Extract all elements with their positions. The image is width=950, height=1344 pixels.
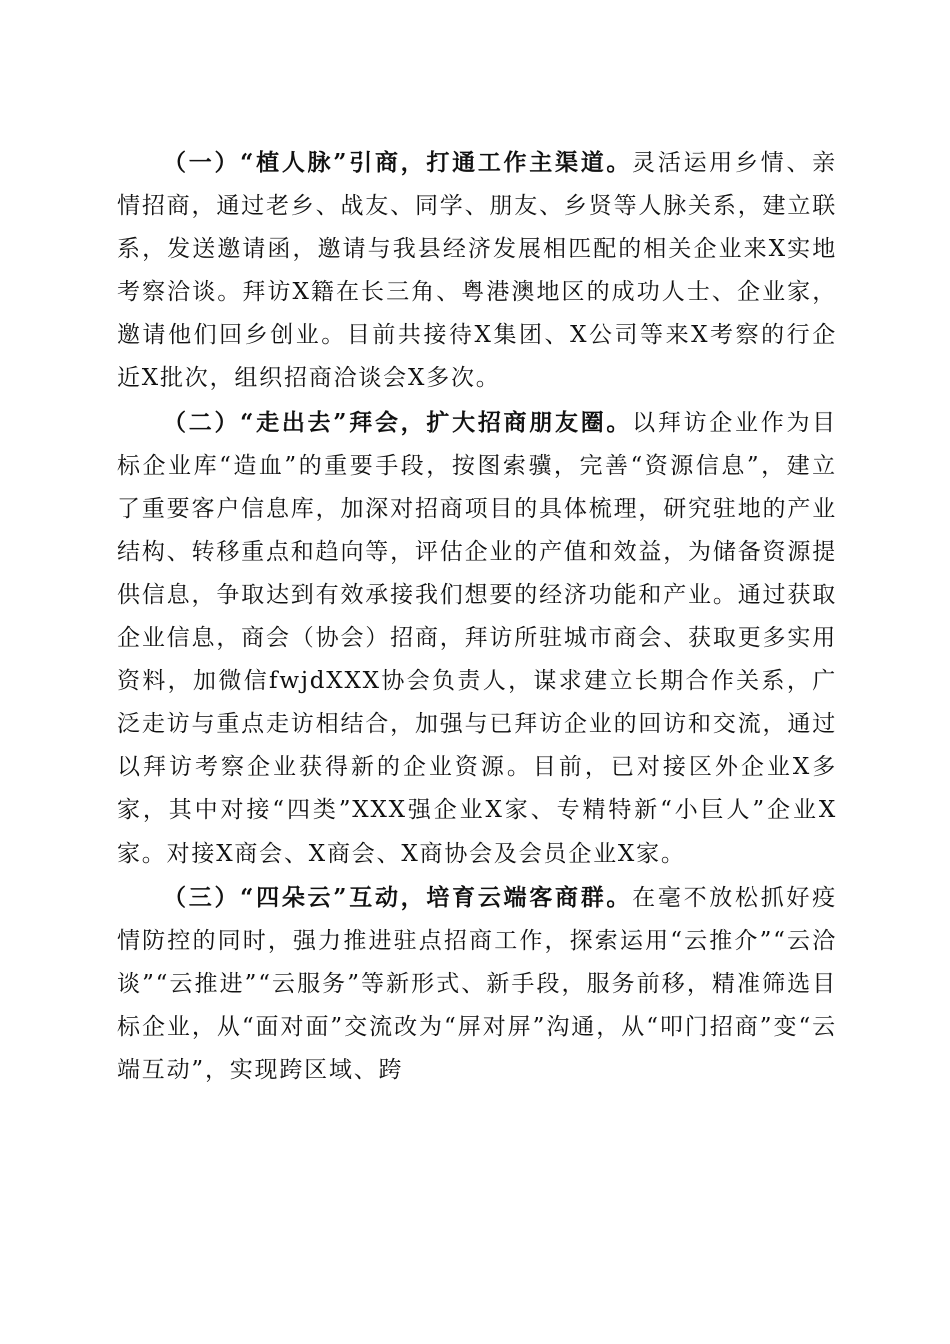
paragraph-2-heading: （二）“走出去”拜会，扩大招商朋友圈。 xyxy=(163,408,633,436)
paragraph-2-body: 以拜访企业作为目标企业库“造血”的重要手段，按图索骥，完善“资源信息”，建立了重要客户信息库，加深对招商项目的具体梳理，研究驻地的产业结构、转移重点和趋向等，评估企业的产值和效益，为储备资源提供信息，争取达到有效承接我们想要的经济功能和产业。通过获取企业信息，商会（协会）招商，拜访所驻城市商会、获取更多实用资料，加微信fwjdXXX协会负责人，谋求建立长期合作关系，广泛走访与重点走访相结合，加强与已拜访企业的回访和交流，通过以拜访考察企业获得新的企业资源。目前，已对接区外企业X多家，其中对接“四类”XXX强企业X家、专精特新“小巨人”企业X家。对接X商会、X商会、X商协会及会员企业X家。 xyxy=(117,409,837,867)
paragraph-1 xyxy=(117,141,837,401)
document-body xyxy=(117,141,837,1092)
paragraph-3-body: 在毫不放松抓好疫情防控的同时，强力推进驻点招商工作，探索运用“云推介”“云洽谈”“云推进”“云服务”等新形式、新手段，服务前移，精准筛选目标企业，从“面对面”交流改为“屏对屏”沟通，从“叩门招商”变“云端互动”，实现跨区域、跨 xyxy=(117,884,837,1083)
paragraph-2 xyxy=(117,401,837,876)
paragraph-1-body: 灵活运用乡情、亲情招商，通过老乡、战友、同学、朋友、乡贤等人脉关系，建立联系，发送邀请函，邀请与我县经济发展相匹配的相关企业来X实地考察洽谈。拜访X籍在长三角、粤港澳地区的成功人士、企业家，邀请他们回乡创业。目前共接待X集团、X公司等来X考察的行企近X批次，组织招商洽谈会X多次。 xyxy=(117,150,837,392)
paragraph-3-heading: （三）“四朵云”互动，培育云端客商群。 xyxy=(163,883,633,911)
paragraph-3 xyxy=(117,876,837,1092)
paragraph-1-heading: （一）“植人脉”引商，打通工作主渠道。 xyxy=(163,149,633,176)
